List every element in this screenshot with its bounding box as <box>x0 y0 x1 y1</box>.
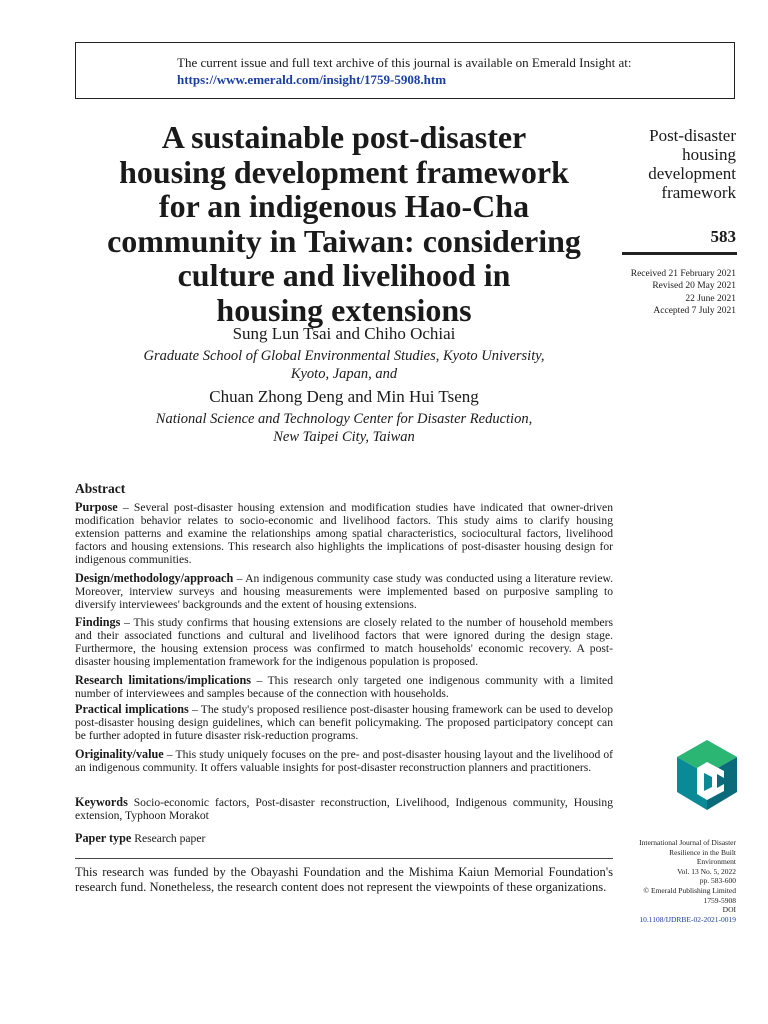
author-names-2: Chuan Zhong Deng and Min Hui Tseng <box>209 387 479 406</box>
affiliation-line: Graduate School of Global Environmental Studies, Kyoto University, <box>143 348 545 364</box>
date-line: Received 21 February 2021 <box>630 269 736 279</box>
section-text: – Several post-disaster housing extension and modification studies have indicated that owner-driven modification behavior relates to socio-economic and livelihood factors. This study aims to clarify housing extension patterns and examine the relationships among spatial characteristics, sociocultural factors, livelihood factors and housing extensions. This research also highlights the implications of post-disaster housing design for indigenous communities. <box>75 501 613 566</box>
date-line: Revised 20 May 2021 <box>652 281 736 292</box>
abstract-limitations <box>75 674 613 700</box>
submission-dates <box>631 268 736 317</box>
section-label: Research limitations/implications <box>75 673 252 687</box>
footnote-divider <box>75 858 613 859</box>
section-label: Originality/value <box>75 747 164 761</box>
section-text: – This study confirms that housing extensions are closely related to the number of household members and their associated functions and cultural and livelihood factors that were ignored during the design stage. Furthermore, the housing extension process was confirmed to match households' economic recovery. A post-disaster housing implementation framework for the indigenous population is proposed. <box>75 616 613 668</box>
author-affiliation-2 <box>70 410 618 446</box>
archive-notice-text: The current issue and full text archive of this journal is available on Emerald Insight at: <box>177 55 632 70</box>
article-title <box>70 120 618 327</box>
journal-info-line: Vol. 13 No. 5, 2022 <box>677 866 736 876</box>
author-affiliation-1 <box>70 347 618 383</box>
abstract-purpose <box>75 501 613 566</box>
paper-type <box>75 832 613 845</box>
date-line: Accepted 7 July 2021 <box>653 305 736 316</box>
date-line: 22 June 2021 <box>685 293 736 304</box>
section-label: Purpose <box>75 500 118 514</box>
title-line: for an indigenous Hao-Cha <box>158 188 530 224</box>
sidebar-divider <box>622 252 737 255</box>
doi-line <box>639 905 736 924</box>
abstract-heading: Abstract <box>75 481 126 496</box>
journal-information <box>639 838 736 924</box>
running-title-line: development <box>648 164 736 183</box>
section-text: – An indigenous community case study was conducted using a literature review. Moreover, interview surveys and housing measurements were implemented based on purposive sampling to diversify interviewees' backgrounds and the extent of housing extensions. <box>75 572 613 611</box>
journal-info-line: Resilience in the Built <box>669 847 736 857</box>
section-label: Design/methodology/approach <box>75 571 234 585</box>
journal-url-link[interactable]: https://www.emerald.com/insight/1759-5908.htm <box>177 72 447 87</box>
section-label: Findings <box>75 615 121 629</box>
doi-link[interactable]: 10.1108/IJDRBE-02-2021-0019 <box>639 914 736 924</box>
affiliation-line: Kyoto, Japan, and <box>290 366 398 382</box>
author-names-1: Sung Lun Tsai and Chiho Ochiai <box>232 324 456 343</box>
emerald-logo-icon <box>677 740 737 810</box>
page-number: 583 <box>710 227 736 246</box>
title-line: housing development framework <box>119 153 569 190</box>
doi-label: DOI <box>722 905 736 915</box>
journal-info-line: pp. 583-600 <box>699 876 736 886</box>
paper-type-text: Research paper <box>131 832 206 845</box>
journal-archive-notice <box>75 42 735 99</box>
journal-info-line: International Journal of Disaster <box>639 838 736 847</box>
affiliation-line: National Science and Technology Center for Disaster Reduction, <box>155 411 533 427</box>
running-title-line: housing <box>682 145 736 164</box>
running-title <box>648 126 736 202</box>
abstract-originality <box>75 748 613 774</box>
journal-info-line: 1759-5908 <box>703 895 736 905</box>
abstract-practical <box>75 703 613 742</box>
keywords-text: Socio-economic factors, Post-disaster reconstruction, Livelihood, Indigenous community, Housing extension, Typhoon Morakot <box>75 796 613 822</box>
title-line: housing extensions <box>216 291 472 328</box>
abstract-design <box>75 572 613 611</box>
funding-footnote: This research was funded by the Obayashi Foundation and the Mishima Kaiun Memorial Foundation's research fund. Nonetheless, the research content does not represent the viewpoints of these organizations. <box>75 865 613 894</box>
section-text: – The study's proposed resilience post-disaster housing framework can be used to develop post-disaster housing design guidelines, which can benefit policymaking. The proposed participatory concept can be further adopted in future disaster risk-reduction programs. <box>75 703 613 742</box>
title-line: A sustainable post-disaster <box>161 119 527 155</box>
title-line: culture and livelihood in <box>177 257 511 293</box>
paper-type-label: Paper type <box>75 831 132 845</box>
keywords-label: Keywords <box>75 795 128 809</box>
section-text: – This research only targeted one indigenous community with a limited number of interviewees and samples because of the connection with households. <box>75 674 613 700</box>
running-title-line: Post-disaster <box>649 126 736 145</box>
affiliation-line: New Taipei City, Taiwan <box>273 429 415 445</box>
keywords <box>75 796 613 822</box>
title-line: community in Taiwan: considering <box>107 222 581 259</box>
section-label: Practical implications <box>75 702 189 716</box>
abstract-findings <box>75 616 613 668</box>
journal-info-line: © Emerald Publishing Limited <box>643 885 736 895</box>
journal-info-line: Environment <box>696 857 736 867</box>
section-text: – This study uniquely focuses on the pre- and post-disaster housing layout and the livelihood of an indigenous community. It offers valuable insights for post-disaster reconstruction planners and practitioners. <box>75 748 613 774</box>
running-title-line: framework <box>661 183 736 202</box>
